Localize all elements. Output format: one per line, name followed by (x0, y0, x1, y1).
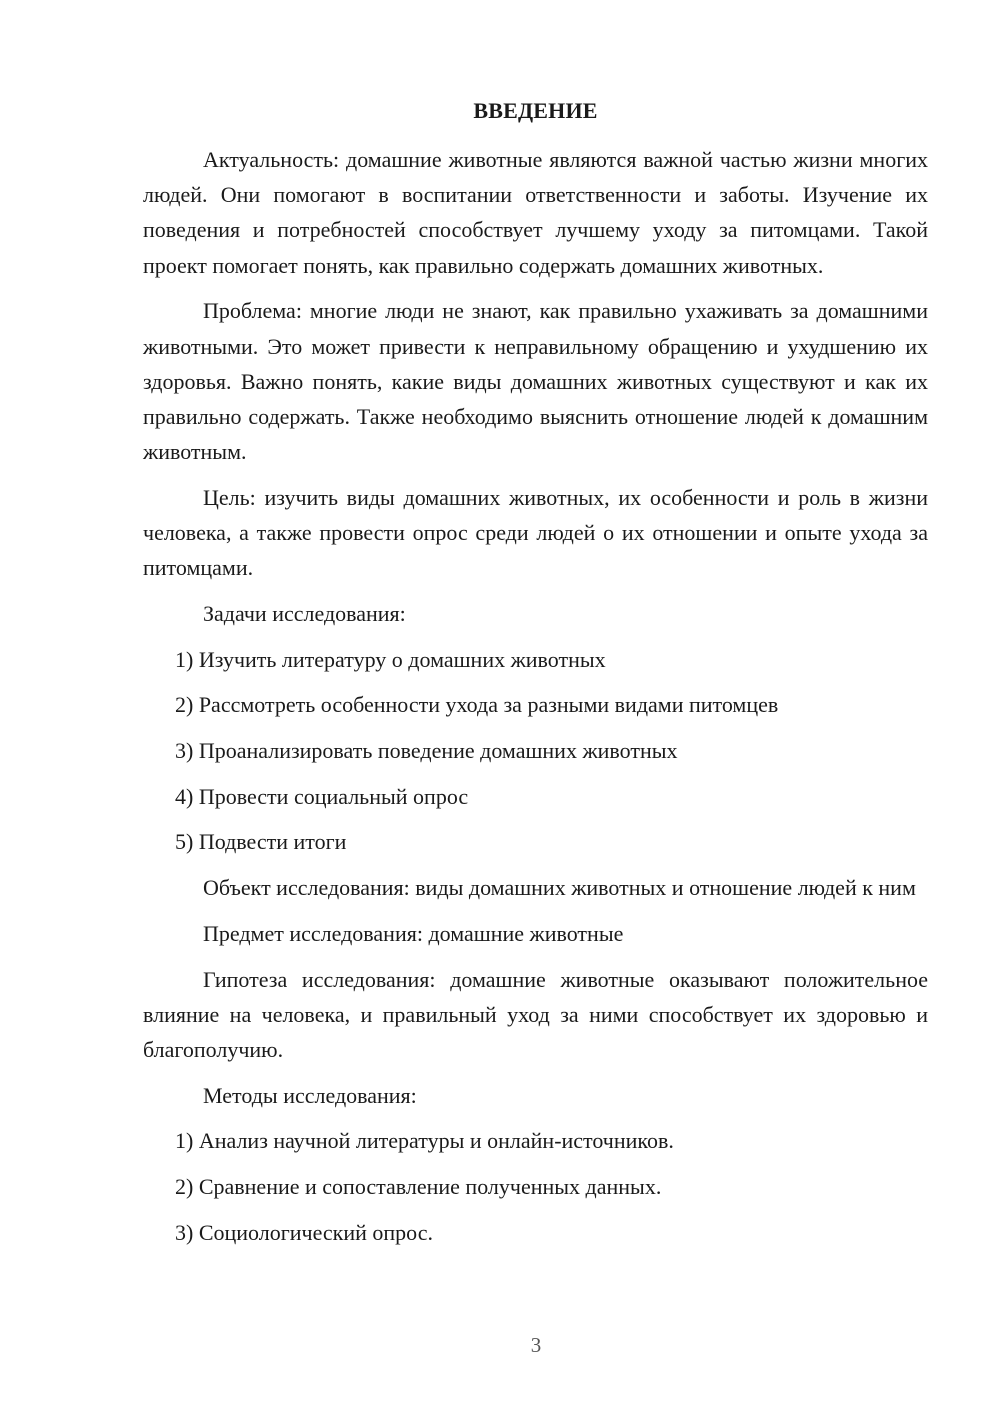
object-paragraph: Объект исследования: виды домашних животных и отношение людей к ним (203, 875, 916, 901)
task-item: 3) Проанализировать поведение домашних животных (175, 738, 678, 764)
page-number: 3 (530, 1333, 542, 1357)
method-item: 2) Сравнение и сопоставление полученных данных. (175, 1174, 662, 1200)
tasks-title: Задачи исследования: (203, 600, 406, 626)
methods-title: Методы исследования: (203, 1082, 417, 1108)
task-item: 4) Провести социальный опрос (175, 783, 469, 809)
methods-list (143, 1123, 928, 1250)
method-item: 1) Анализ научной литературы и онлайн-источников. (175, 1128, 674, 1154)
tasks-list (143, 642, 928, 860)
page-content (143, 96, 928, 1260)
problem-paragraph: Проблема: многие люди не знают, как правильно ухаживать за домашними животными. Это может привести к неправильному обращению и ухудшению их здоровья. Важно понять, какие виды домашних животных существуют и как их правильно содержать. Также необходимо выяснить отношение людей к домашним животным. (143, 298, 928, 465)
goal-paragraph: Цель: изучить виды домашних животных, их особенности и роль в жизни человека, а также провести опрос среди людей о их отношении и опыте ухода за питомцами. (143, 484, 928, 581)
task-item: 1) Изучить литературу о домашних животных (175, 646, 606, 672)
method-item: 3) Социологический опрос. (175, 1219, 433, 1245)
hypothesis-paragraph: Гипотеза исследования: домашние животные оказывают положительное влияние на человека, и правильный уход за ними способствует их здоровью и благополучию. (143, 966, 928, 1062)
relevance-paragraph: Актуальность: домашние животные являются важной частью жизни многих людей. Они помогают в воспитании ответственности и заботы. Изучение их поведения и потребностей способствует лучшему уходу за питомцами. Такой проект помогает понять, как правильно содержать домашних животных. (143, 147, 928, 278)
subject-paragraph: Предмет исследования: домашние животные (203, 920, 624, 946)
page-heading: ВВЕДЕНИЕ (473, 98, 598, 123)
task-item: 5) Подвести итоги (175, 829, 347, 855)
task-item: 2) Рассмотреть особенности ухода за разными видами питомцев (175, 692, 779, 718)
